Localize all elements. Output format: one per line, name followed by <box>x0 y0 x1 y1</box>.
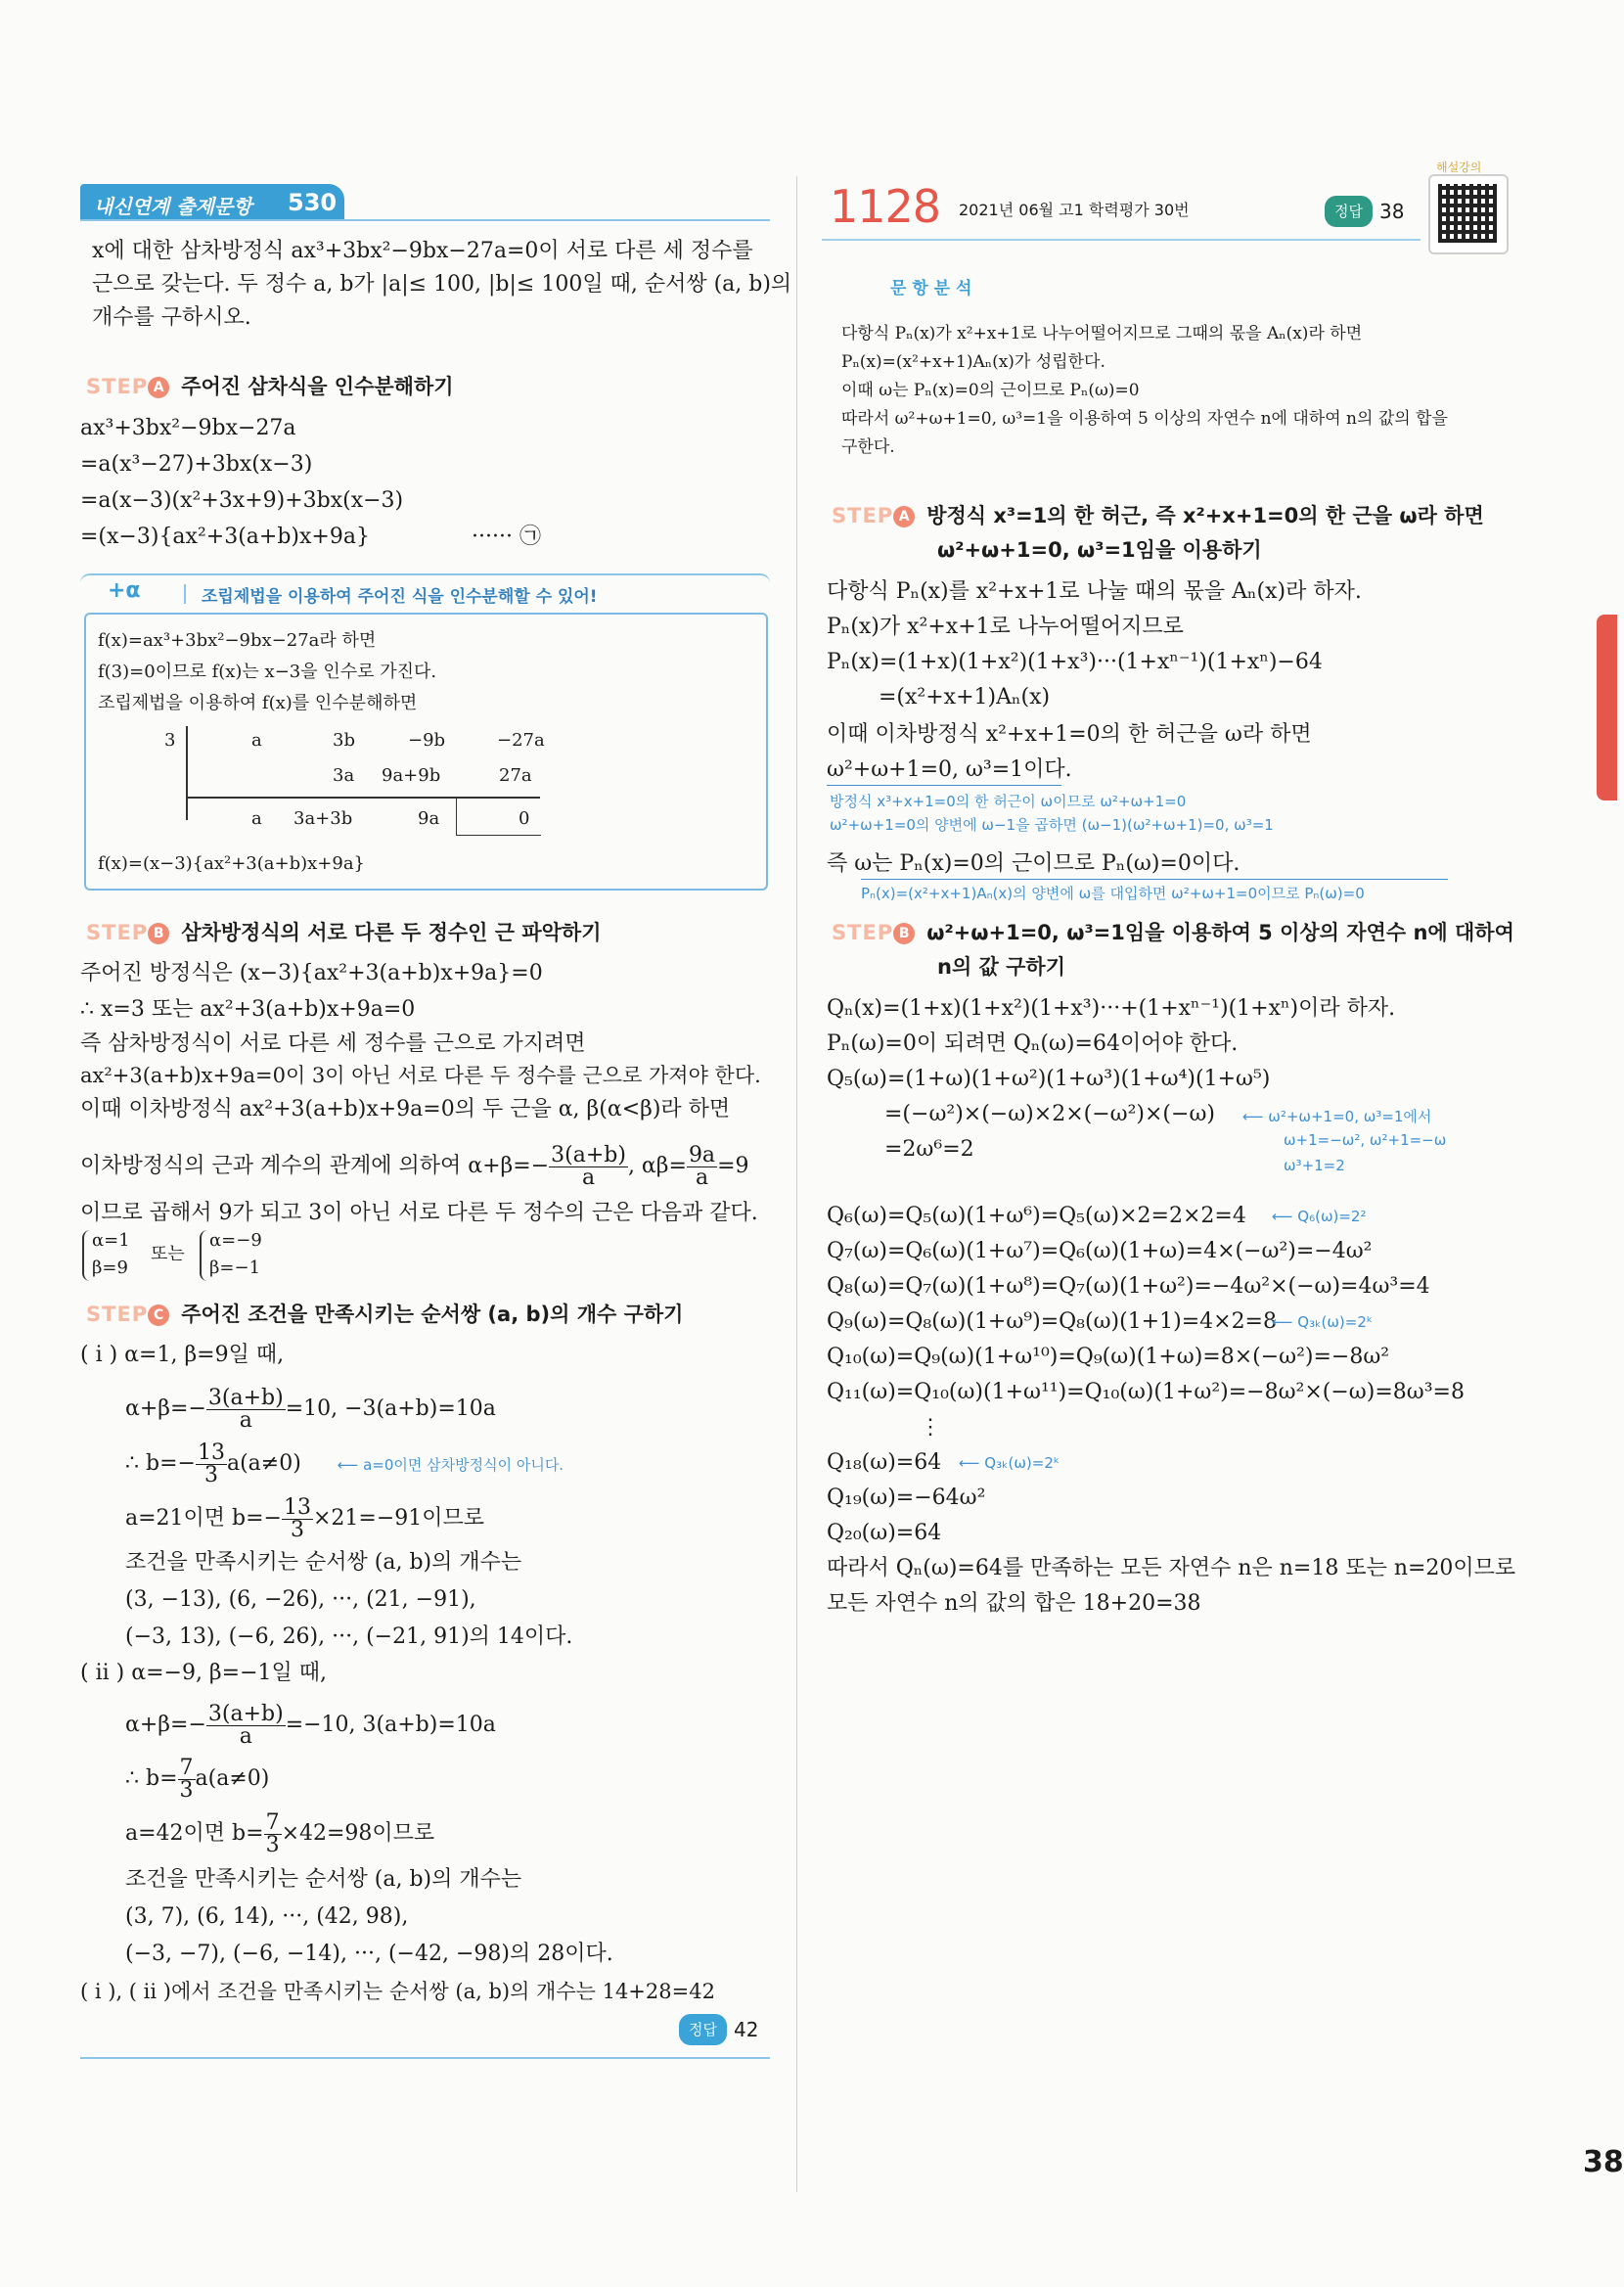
step-c-heading <box>86 1300 683 1329</box>
page-number: 38 <box>1583 2145 1624 2179</box>
case2-eq2-frac <box>178 1755 196 1803</box>
vieta-fraction-2 <box>687 1142 717 1190</box>
vieta-num-2: 9a <box>688 1142 716 1167</box>
synth-r2-c3: 9a+9b <box>382 765 441 786</box>
case2-line-5: (3, 7), (6, 14), ···, (42, 98), <box>125 1904 409 1929</box>
case2-eq3-pre: a=42이면 b= <box>125 1821 264 1846</box>
q11-line: Q₁₁(ω)=Q₁₀(ω)(1+ω¹¹)=Q₁₀(ω)(1+ω²)=−8ω²×(−ω)=8ω³=8 <box>827 1380 1465 1404</box>
right-conclusion-2: 모든 자연수 n의 값의 합은 18+20=38 <box>827 1591 1201 1616</box>
r-step-b-line-1: Qₙ(x)=(1+x)(1+x²)(1+x³)···+(1+xⁿ⁻¹)(1+xⁿ)이라 하자. <box>827 996 1396 1021</box>
case2-eq2-den: 3 <box>179 1777 194 1803</box>
case2-eq2 <box>125 1752 269 1807</box>
vieta-den-2: a <box>695 1165 709 1190</box>
case-1-beta: β=9 <box>92 1258 128 1278</box>
left-answer-badge: 정답 <box>679 2014 727 2045</box>
case2-eq2-post: a(a≠0) <box>195 1766 270 1791</box>
q9-line: Q₉(ω)=Q₈(ω)(1+ω⁹)=Q₈(ω)(1+1)=4×2=8 <box>827 1309 1277 1334</box>
step-b-title: 삼차방정식의 서로 다른 두 정수인 근 파악하기 <box>181 921 602 944</box>
case-2-beta: β=−1 <box>209 1258 261 1278</box>
r-step-a-line-6: ω²+ω+1=0, ω³=1이다. <box>827 757 1072 782</box>
alpha-line-3: 조립제법을 이용하여 f(x)를 인수분해하면 <box>98 693 418 713</box>
q6-line: Q₆(ω)=Q₅(ω)(1+ω⁶)=Q₅(ω)×2=2×2=4 <box>827 1204 1246 1228</box>
r-step-a-title-2: ω²+ω+1=0, ω³=1임을 이용하기 <box>937 538 1262 562</box>
r-step-b-line-2: Pₙ(ω)=0이 되려면 Qₙ(ω)=64이어야 한다. <box>827 1031 1239 1056</box>
synth-r1-c2: 3b <box>333 730 355 751</box>
r-step-a-line-7: 즉 ω는 Pₙ(x)=0의 근이므로 Pₙ(ω)=0이다. <box>827 851 1241 876</box>
alpha-line-2: f(3)=0이므로 f(x)는 x−3을 인수로 가진다. <box>98 662 437 682</box>
step-b-line-5: 이때 이차방정식 ax²+3(a+b)x+9a=0의 두 근을 α, β(α<β)라 하면 <box>80 1097 731 1121</box>
left-conclusion: ( i ), ( ii )에서 조건을 만족시키는 순서쌍 (a, b)의 개수는 14+28=42 <box>80 1980 715 2003</box>
header-rule <box>80 219 770 221</box>
case1-eq2-note: ⟵ a=0이면 삼차방정식이 아니다. <box>337 1456 564 1474</box>
synth-r3-c1: a <box>251 808 262 829</box>
case2-eq2-num: 7 <box>179 1755 194 1780</box>
qr-label: 해설강의 <box>1436 160 1482 174</box>
step-c-title: 주어진 조건을 만족시키는 순서쌍 (a, b)의 개수 구하기 <box>181 1303 684 1326</box>
alpha-box-title: 조립제법을 이용하여 주어진 식을 인수분해할 수 있어! <box>202 587 598 607</box>
analysis-line-4: 따라서 ω²+ω+1=0, ω³=1을 이용하여 5 이상의 자연수 n에 대하여 n의 값의 합을 <box>841 409 1448 429</box>
left-answer <box>679 2014 758 2045</box>
right-conclusion-1: 따라서 Qₙ(ω)=64를 만족하는 모든 자연수 n은 n=18 또는 n=20이므로 <box>827 1556 1516 1580</box>
synth-r1-c3: −9b <box>408 730 446 751</box>
left-answer-value: 42 <box>733 2018 759 2041</box>
vieta-suffix: =9 <box>717 1154 749 1178</box>
r-step-a-title: 방정식 x³=1의 한 허근, 즉 x²+x+1=0의 한 근을 ω라 하면 <box>926 504 1484 527</box>
vieta-fraction-1 <box>549 1142 628 1190</box>
case2-eq1-pre: α+β=− <box>125 1713 206 1737</box>
vieta-mid: , αβ= <box>627 1154 687 1178</box>
q18-line: Q₁₈(ω)=64 <box>827 1450 942 1475</box>
problem-number: 1128 <box>830 180 941 233</box>
case1-eq2 <box>125 1437 564 1492</box>
r-step-a-line-1: 다항식 Pₙ(x)를 x²+x+1로 나눌 때의 몫을 Aₙ(x)라 하자. <box>827 579 1362 604</box>
right-answer <box>1325 196 1404 227</box>
r-step-b-line-5: =2ω⁶=2 <box>884 1137 974 1162</box>
case1-eq2-note-text: a=0이면 삼차방정식이 아니다. <box>363 1456 564 1474</box>
r-step-a-letter: A <box>893 506 915 527</box>
synth-r1-c1: a <box>251 730 262 751</box>
case2-line-6: (−3, −7), (−6, −14), ···, (−42, −98)의 28이다. <box>125 1942 613 1966</box>
q18-note: ⟵ Q₃ₖ(ω)=2ᵏ <box>959 1454 1060 1472</box>
step-c-tag: STEP <box>86 1303 149 1326</box>
case2-eq1 <box>125 1698 496 1753</box>
case1-line-5: (3, −13), (6, −26), ···, (21, −91), <box>125 1587 476 1612</box>
r-step-a-tag: STEP <box>832 504 894 527</box>
step-b-tag: STEP <box>86 921 149 944</box>
case1-eq2-num: 13 <box>197 1440 225 1465</box>
r-step-b-letter: B <box>893 923 915 944</box>
q5-note-1: ⟵ ω²+ω+1=0, ω³=1에서 <box>1242 1108 1432 1125</box>
alpha-icon: +α <box>108 578 141 603</box>
case1-eq3-pre: a=21이면 b=− <box>125 1506 282 1531</box>
right-header-rule <box>822 239 1421 241</box>
vieta-prefix: 이차방정식의 근과 계수의 관계에 의하여 α+β=− <box>80 1154 550 1178</box>
chapter-edge-tab <box>1597 615 1617 800</box>
step-a-line-3: =a(x−3)(x²+3x+9)+3bx(x−3) <box>80 488 404 513</box>
alpha-divider <box>184 584 186 604</box>
step-a-tag: STEP <box>86 375 149 398</box>
synth-divisor: 3 <box>164 730 176 751</box>
case1-eq2-post: a(a≠0) <box>226 1451 301 1476</box>
step-a-line-4: =(x−3){ax²+3(a+b)x+9a} <box>80 525 370 549</box>
step-a-line-1: ax³+3bx²−9bx−27a <box>80 416 296 440</box>
r-step-b-title-2: n의 값 구하기 <box>937 955 1066 979</box>
case1-eq1-den: a <box>239 1407 252 1433</box>
r-step-a-note-3: Pₙ(x)=(x²+x+1)Aₙ(x)의 양변에 ω를 대입하면 ω²+ω+1=0이므로 Pₙ(ω)=0 <box>861 885 1365 902</box>
case1-head: ( i ) α=1, β=9일 때, <box>80 1343 285 1367</box>
alpha-box-header <box>80 573 770 611</box>
problem-header <box>80 184 344 221</box>
q5-note-2: ω+1=−ω², ω²+1=−ω <box>1284 1131 1447 1149</box>
synth-r2-c2: 3a <box>333 765 355 786</box>
problem-line-2: 근으로 갖는다. 두 정수 a, b가 |a|≤ 100, |b|≤ 100일 때, 순서쌍 (a, b)의 <box>92 272 792 297</box>
case2-eq3 <box>125 1807 434 1861</box>
case1-eq2-frac <box>196 1442 227 1487</box>
case-2-alpha: α=−9 <box>209 1230 262 1251</box>
synth-r1-c4: −27a <box>497 730 545 751</box>
q8-line: Q₈(ω)=Q₇(ω)(1+ω⁸)=Q₇(ω)(1+ω²)=−4ω²×(−ω)=4ω³=4 <box>827 1274 1430 1299</box>
problem-source: 2021년 06월 고1 학력평가 30번 <box>959 201 1190 219</box>
r-step-b-line-3: Q₅(ω)=(1+ω)(1+ω²)(1+ω³)(1+ω⁴)(1+ω⁵) <box>827 1067 1271 1091</box>
case2-eq3-den: 3 <box>265 1832 280 1857</box>
case1-eq1-frac <box>206 1385 286 1433</box>
step-a-title: 주어진 삼차식을 인수분해하기 <box>181 375 454 398</box>
step-b-letter: B <box>148 923 169 944</box>
r-step-a-line-4: =(x²+x+1)Aₙ(x) <box>879 685 1051 709</box>
case1-eq3-post: ×21=−91이므로 <box>313 1506 485 1531</box>
case-brace-2 <box>200 1230 209 1281</box>
synth-r2-c4: 27a <box>499 765 532 786</box>
case1-eq1-num: 3(a+b) <box>207 1385 284 1410</box>
step-b-line-3: 즉 삼차방정식이 서로 다른 세 정수를 근으로 가지려면 <box>80 1031 586 1056</box>
step-a-heading <box>86 372 454 401</box>
case2-eq3-post: ×42=98이므로 <box>281 1821 435 1846</box>
case1-eq3-num: 13 <box>284 1494 311 1520</box>
r-step-a-note-1: 방정식 x³+x+1=0의 한 허근이 ω이므로 ω²+ω+1=0 <box>830 793 1187 810</box>
case2-eq1-frac <box>206 1701 286 1749</box>
vieta-line <box>80 1137 749 1196</box>
q6-note: ⟵ Q₆(ω)=2² <box>1272 1208 1367 1225</box>
r-step-b-line-4: =(−ω²)×(−ω)×2×(−ω²)×(−ω) <box>884 1102 1215 1126</box>
step-b-line-1: 주어진 방정식은 (x−3){ax²+3(a+b)x+9a}=0 <box>80 961 543 985</box>
analysis-line-5: 구한다. <box>841 437 895 457</box>
case1-eq2-den: 3 <box>203 1462 218 1487</box>
case2-eq3-num: 7 <box>265 1809 280 1835</box>
analysis-line-3: 이때 ω는 Pₙ(x)=0의 근이므로 Pₙ(ω)=0 <box>841 381 1140 400</box>
case1-eq1-post: =10, −3(a+b)=10a <box>285 1396 496 1421</box>
case2-eq2-pre: ∴ b= <box>125 1766 178 1791</box>
step-b-after: 이므로 곱해서 9가 되고 3이 아닌 서로 다른 두 정수의 근은 다음과 같다. <box>80 1201 758 1225</box>
qr-code-icon <box>1438 184 1497 243</box>
r-step-a-underline-2 <box>861 879 1448 880</box>
problem-header-label: 내신연계 출제문항 <box>94 195 252 218</box>
synth-r3-c4: 0 <box>519 808 530 829</box>
r-step-a-line-5: 이때 이차방정식 x²+x+1=0의 한 허근을 ω라 하면 <box>827 722 1312 747</box>
r-step-a-heading <box>832 501 1484 530</box>
right-answer-badge: 정답 <box>1325 196 1373 227</box>
case1-eq3-den: 3 <box>291 1517 304 1542</box>
step-a-letter: A <box>148 377 169 398</box>
analysis-title: 문 항 분 석 <box>890 279 972 298</box>
q5-note-3: ω³+1=2 <box>1284 1157 1345 1174</box>
synth-r3-c2: 3a+3b <box>293 808 353 829</box>
q9-note-text: Q₃ₖ(ω)=2ᵏ <box>1297 1313 1374 1331</box>
q6-note-text: Q₆(ω)=2² <box>1297 1208 1367 1225</box>
case2-head: ( ii ) α=−9, β=−1일 때, <box>80 1661 327 1685</box>
case2-eq1-post: =−10, 3(a+b)=10a <box>285 1713 496 1737</box>
step-a-line-2: =a(x³−27)+3bx(x−3) <box>80 452 313 477</box>
case2-line-4: 조건을 만족시키는 순서쌍 (a, b)의 개수는 <box>125 1867 522 1892</box>
synth-r3-c3: 9a <box>418 808 440 829</box>
case1-line-6: (−3, 13), (−6, 26), ···, (−21, 91)의 14이다. <box>125 1624 573 1649</box>
step-c-letter: C <box>148 1304 169 1326</box>
r-step-a-line-3: Pₙ(x)=(1+x)(1+x²)(1+x³)···(1+xⁿ⁻¹)(1+xⁿ)−64 <box>827 650 1323 674</box>
case1-eq1-pre: α+β=− <box>125 1396 206 1421</box>
problem-header-number: 530 <box>288 189 338 216</box>
case-brace-1 <box>82 1230 92 1281</box>
q5-note-1-text: ω²+ω+1=0, ω³=1에서 <box>1268 1108 1432 1125</box>
vieta-num-1: 3(a+b) <box>551 1142 626 1167</box>
r-step-a-underline <box>827 785 1061 786</box>
right-answer-value: 38 <box>1378 200 1405 223</box>
case1-eq1 <box>125 1382 496 1437</box>
q18-note-text: Q₃ₖ(ω)=2ᵏ <box>984 1454 1060 1472</box>
r-step-a-note-2: ω²+ω+1=0의 양변에 ω−1을 곱하면 (ω−1)(ω²+ω+1)=0, ω³=1 <box>830 816 1274 834</box>
r-step-b-tag: STEP <box>832 921 894 944</box>
q7-line: Q₇(ω)=Q₆(ω)(1+ω⁷)=Q₆(ω)(1+ω)=4×(−ω²)=−4ω² <box>827 1239 1373 1263</box>
r-step-b-title: ω²+ω+1=0, ω³=1임을 이용하여 5 이상의 자연수 n에 대하여 <box>926 921 1514 944</box>
vertical-dots: ⋮ <box>920 1415 941 1440</box>
case1-line-4: 조건을 만족시키는 순서쌍 (a, b)의 개수는 <box>125 1550 522 1575</box>
step-a-marker: ······ ㉠ <box>472 525 541 549</box>
case1-eq3 <box>125 1491 484 1546</box>
r-step-a-line-2: Pₙ(x)가 x²+x+1로 나누어떨어지므로 <box>827 615 1184 639</box>
problem-line-3: 개수를 구하시오. <box>92 305 251 330</box>
case-or: 또는 <box>151 1244 185 1264</box>
case1-eq3-frac <box>282 1494 313 1542</box>
analysis-line-1: 다항식 Pₙ(x)가 x²+x+1로 나누어떨어지므로 그때의 몫을 Aₙ(x)라 하면 <box>841 324 1363 343</box>
q20-line: Q₂₀(ω)=64 <box>827 1521 942 1545</box>
case1-eq2-pre: ∴ b=− <box>125 1451 196 1476</box>
step-b-line-4: ax²+3(a+b)x+9a=0이 3이 아닌 서로 다른 두 정수를 근으로 가져야 한다. <box>80 1064 761 1087</box>
step-b-line-2: ∴ x=3 또는 ax²+3(a+b)x+9a=0 <box>80 997 416 1022</box>
alpha-line-1: f(x)=ax³+3bx²−9bx−27a라 하면 <box>98 630 377 651</box>
column-divider <box>796 176 797 2192</box>
step-b-heading <box>86 918 602 947</box>
alpha-result: f(x)=(x−3){ax²+3(a+b)x+9a} <box>98 853 366 874</box>
case2-eq1-num: 3(a+b) <box>207 1701 284 1726</box>
synth-vertical-rule <box>186 726 188 820</box>
case2-eq3-frac <box>264 1809 282 1857</box>
analysis-line-2: Pₙ(x)=(x²+x+1)Aₙ(x)가 성립한다. <box>841 352 1105 372</box>
r-step-b-heading <box>832 918 1514 947</box>
left-bottom-rule <box>80 2057 770 2059</box>
q9-note: ⟵ Q₃ₖ(ω)=2ᵏ <box>1272 1313 1374 1331</box>
problem-line-1: x에 대한 삼차방정식 ax³+3bx²−9bx−27a=0이 서로 다른 세 정수를 <box>92 239 753 263</box>
q19-line: Q₁₉(ω)=−64ω² <box>827 1486 986 1510</box>
case-1-alpha: α=1 <box>92 1230 130 1251</box>
q10-line: Q₁₀(ω)=Q₉(ω)(1+ω¹⁰)=Q₉(ω)(1+ω)=8×(−ω²)=−8ω² <box>827 1345 1390 1369</box>
case2-eq1-den: a <box>239 1723 252 1749</box>
vieta-den-1: a <box>581 1165 596 1190</box>
